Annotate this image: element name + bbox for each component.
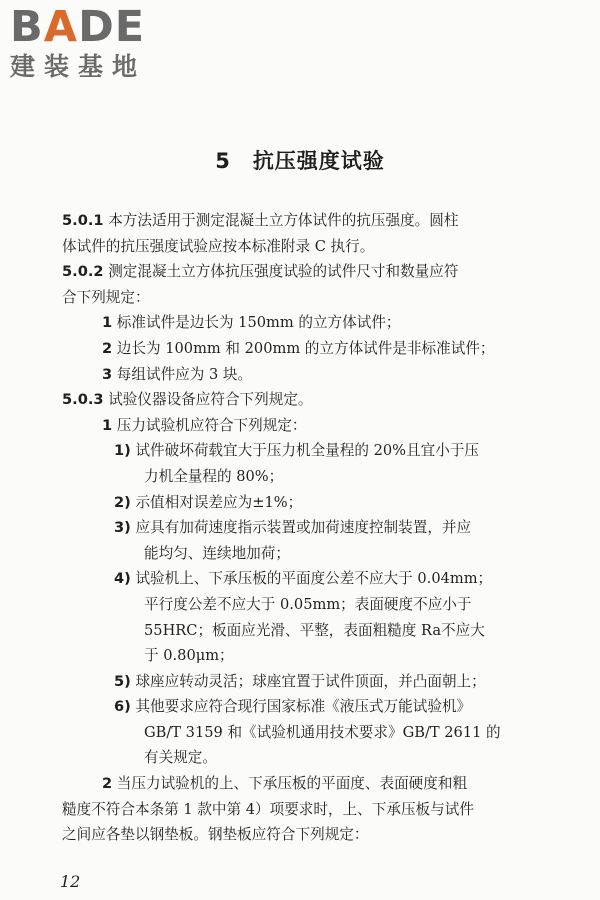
line-text: 每组试件应为 3 块。 (112, 365, 253, 383)
line-text: 试件破坏荷载宜大于压力机全量程的 20%且宜小于压 (130, 442, 480, 460)
line-text: 能均匀、连续地加荷； (144, 544, 290, 562)
line-text: 试验仪器设备应符合下列规定。 (103, 391, 313, 409)
bade-logo (10, 4, 180, 82)
text-line (62, 259, 558, 285)
line-text: 体试件的抗压强度试验应按本标准附录 C 执行。 (62, 237, 375, 255)
clause-number: 1 (102, 314, 113, 332)
text-line (62, 541, 558, 567)
line-text: 球座应转动灵活；球座宜置于试件顶面，并凸面朝上； (130, 672, 486, 690)
chapter-title-text: 抗压强度试验 (252, 149, 385, 173)
line-text: 平行度公差不应大于 0.05mm；表面硬度不应小于 (144, 595, 472, 613)
text-line (62, 822, 558, 848)
text-line (62, 490, 558, 516)
text-line (62, 438, 558, 464)
clause-number: 1 (102, 416, 113, 434)
text-line (62, 669, 558, 695)
text-line (62, 643, 558, 669)
page-number: 12 (60, 872, 81, 891)
text-line (62, 797, 558, 823)
text-line (62, 771, 558, 797)
line-text: 本方法适用于测定混凝土立方体试件的抗压强度。圆柱 (103, 212, 459, 229)
line-text: 糙度不符合本条第 1 款中第 4）项要求时，上、下承压板与试件 (62, 800, 474, 818)
clause-number: 5.0.1 (62, 212, 104, 229)
line-text: 当压力试验机的上、下承压板的平面度、表面硬度和粗 (112, 775, 468, 793)
text-line (62, 234, 558, 260)
line-text: 压力试验机应符合下列规定： (112, 416, 307, 434)
line-text: 其他要求应符合现行国家标准《液压式万能试验机》 (130, 698, 472, 716)
text-line (62, 694, 558, 720)
text-line (62, 362, 558, 388)
text-line (62, 592, 558, 618)
body-text (62, 208, 558, 848)
line-text: 边长为 100mm 和 200mm 的立方体试件是非标准试件； (112, 339, 495, 357)
text-line (62, 413, 558, 439)
clause-number: 5) (114, 672, 131, 690)
text-line (62, 336, 558, 362)
line-text: 标准试件是边长为 150mm 的立方体试件； (112, 314, 401, 332)
text-line (62, 285, 558, 311)
clause-number: 6) (114, 698, 131, 716)
text-line (62, 310, 558, 336)
logo-subtitle: 建装基地 (10, 52, 147, 81)
chapter-title (0, 145, 600, 175)
line-text: 之间应各垫以钢垫板。钢垫板应符合下列规定： (62, 826, 369, 844)
text-line (62, 618, 558, 644)
line-text: 力机全量程的 80%； (144, 467, 284, 485)
line-text: 55HRC；板面应光滑、平整，表面粗糙度 Ra不应大 (144, 621, 485, 639)
clause-number: 2 (102, 775, 113, 793)
text-line (62, 208, 558, 234)
line-text: 合下列规定： (62, 288, 150, 306)
clause-number: 5.0.3 (62, 391, 104, 409)
text-line (62, 720, 558, 746)
clause-number: 5.0.2 (62, 263, 104, 281)
clause-number: 3 (102, 365, 113, 383)
line-text: 测定混凝土立方体抗压强度试验的试件尺寸和数量应符 (103, 263, 459, 281)
text-line (62, 566, 558, 592)
text-line (62, 464, 558, 490)
clause-number: 2 (102, 339, 113, 357)
chapter-number: 5 (215, 149, 231, 173)
clause-number: 3) (114, 519, 131, 537)
line-text: 示值相对误差应为±1%； (130, 493, 303, 511)
line-text: GB/T 3159 和《试验机通用技术要求》GB/T 2611 的 (144, 723, 501, 741)
clause-number: 4) (114, 570, 131, 588)
line-text: 应具有加荷速度指示装置或加荷速度控制装置，并应 (130, 519, 472, 537)
line-text: 于 0.80μm； (144, 647, 234, 665)
logo-wordmark: BADE (10, 2, 146, 52)
clause-number: 1) (114, 442, 131, 460)
text-line (62, 515, 558, 541)
text-line (62, 387, 558, 413)
text-line (62, 745, 558, 771)
clause-number: 2) (114, 493, 131, 511)
line-text: 有关规定。 (144, 749, 217, 767)
line-text: 试验机上、下承压板的平面度公差不应大于 0.04mm； (130, 570, 493, 588)
